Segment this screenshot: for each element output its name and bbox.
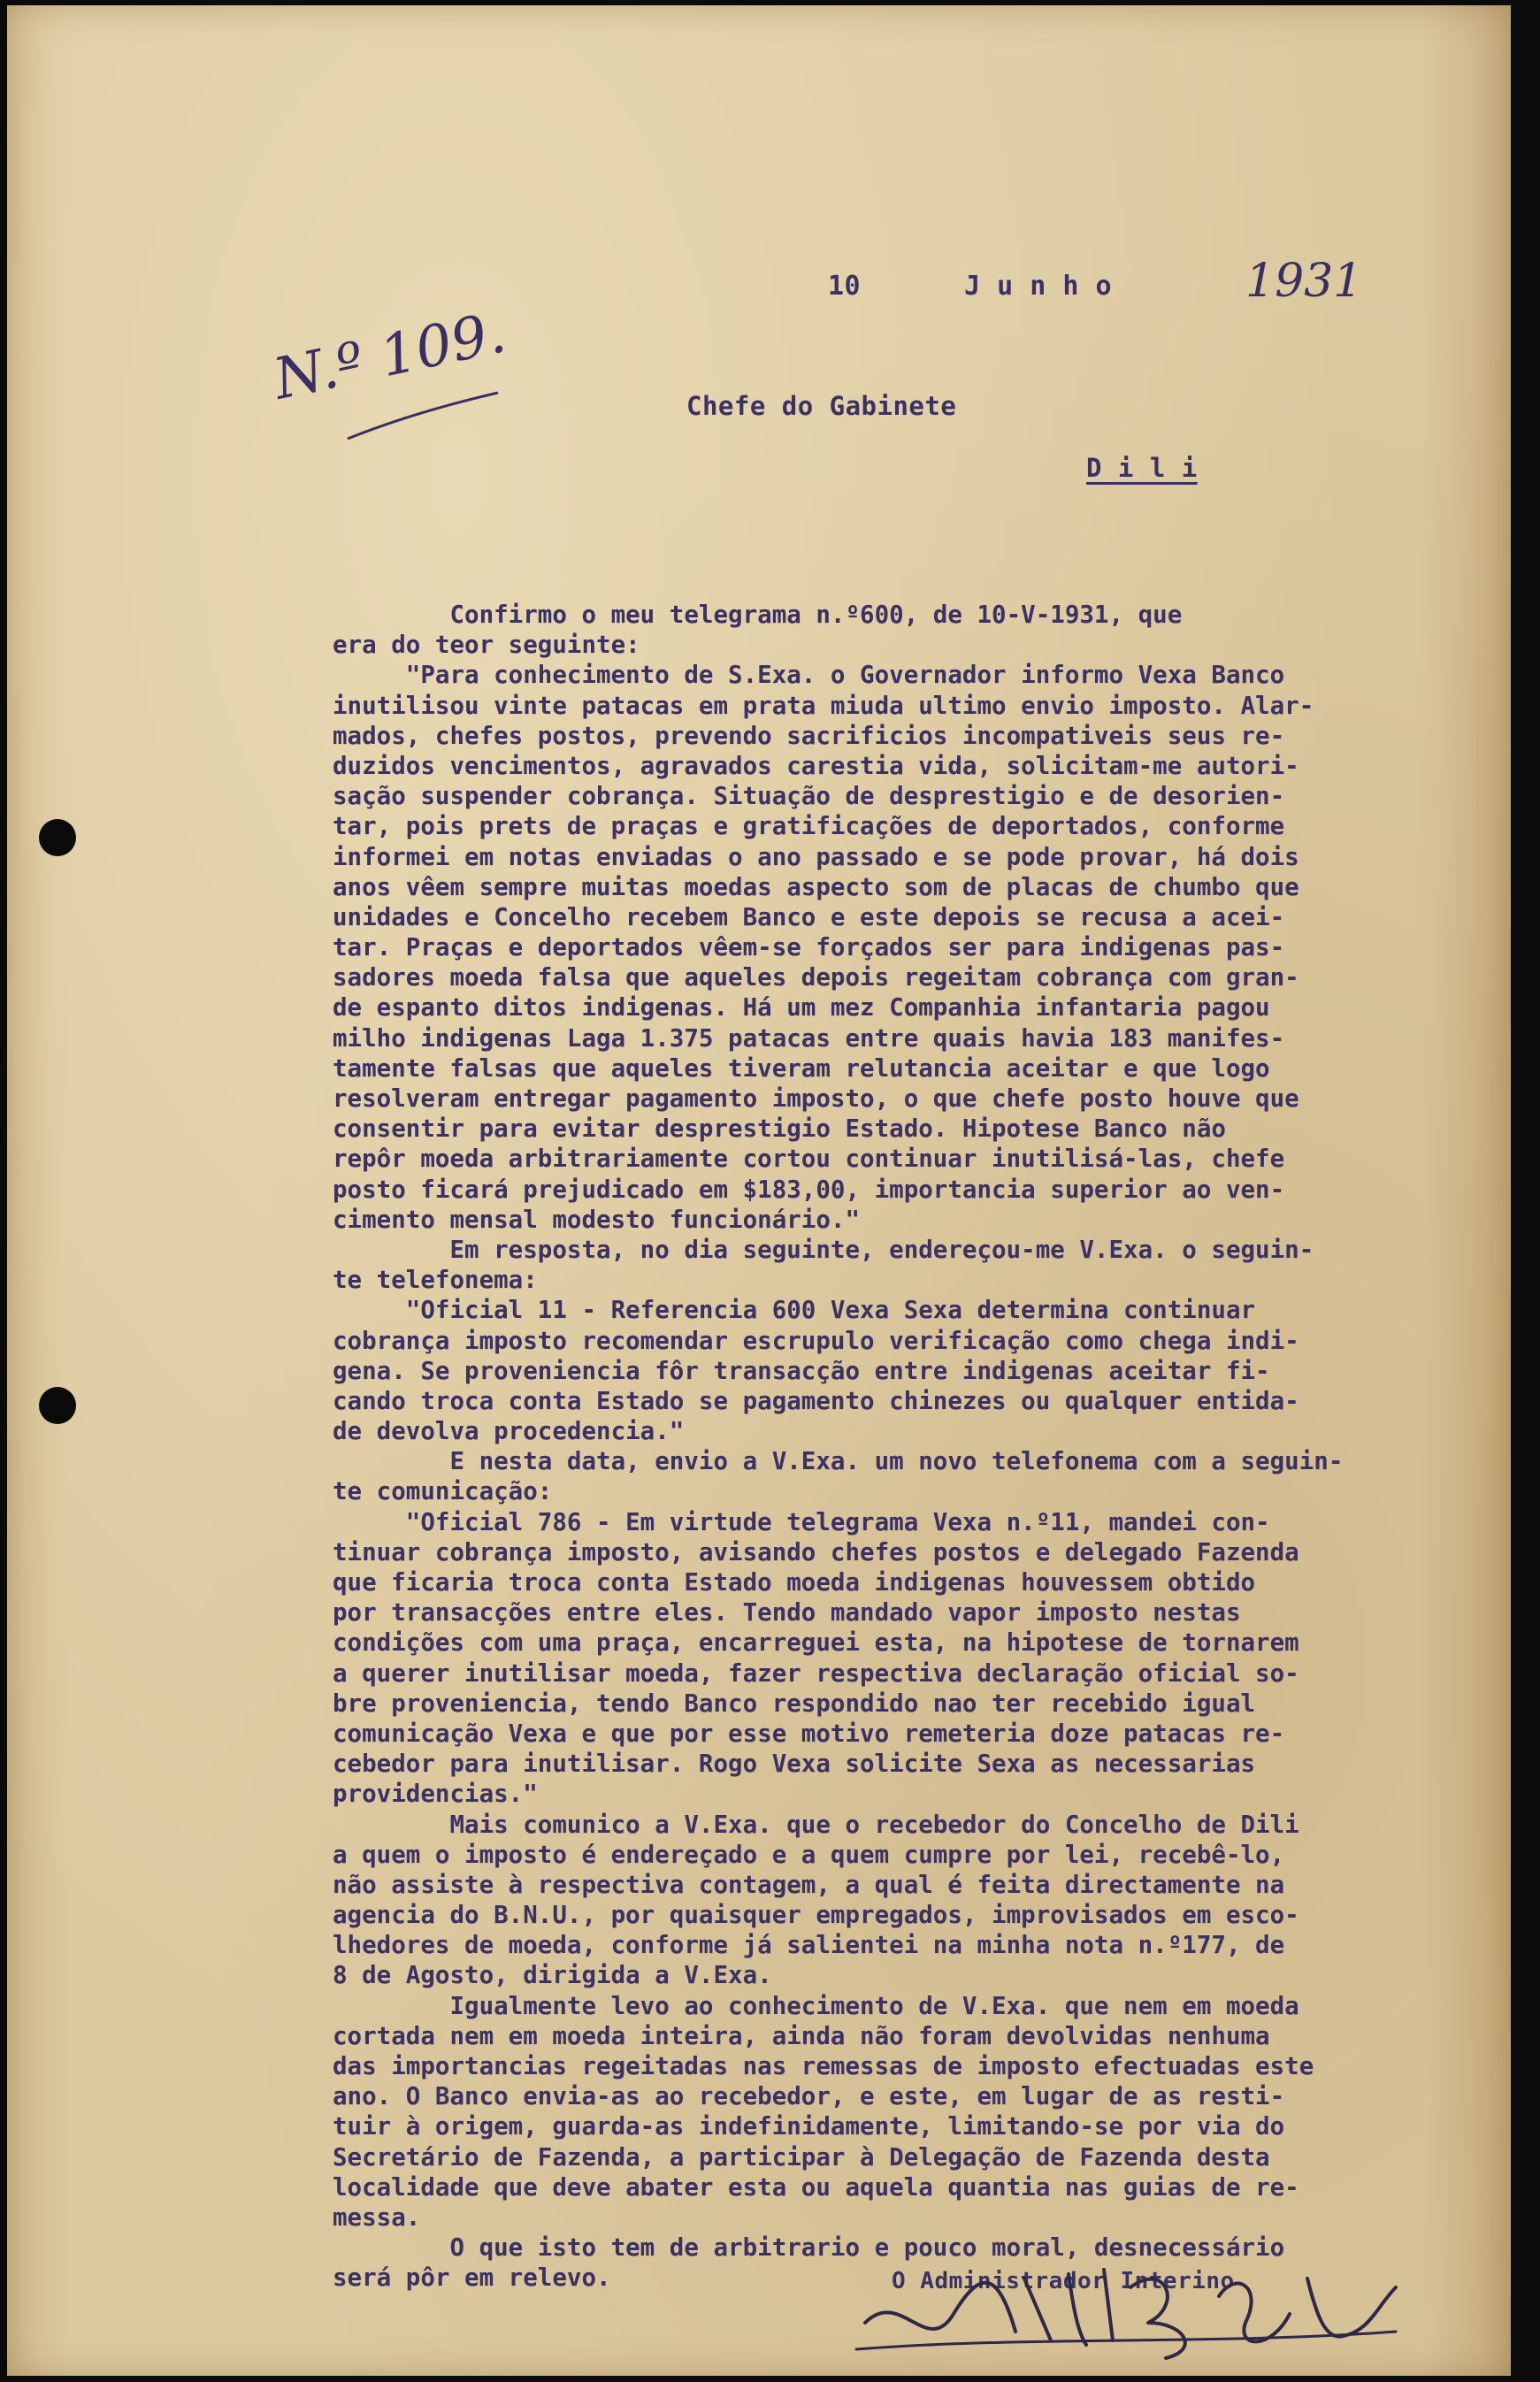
body-line: tar. Praças e deportados vêem-se forçados ser para indigenas pas-	[333, 933, 1285, 962]
body-line: Secretário de Fazenda, a participar à Delegação de Fazenda desta	[333, 2142, 1270, 2171]
body-line: por transacções entre eles. Tendo mandado vapor imposto nestas	[333, 1598, 1241, 1628]
body-line: inutilisou vinte patacas em prata miuda ultimo envio imposto. Alar-	[333, 691, 1314, 720]
body-line: informei em notas enviadas o ano passado e se pode provar, há dois	[333, 842, 1299, 871]
body-line: cebedor para inutilisar. Rogo Vexa solicite Sexa as necessarias	[333, 1750, 1256, 1779]
body-line: cando troca conta Estado se pagamento chinezes ou qualquer entida-	[333, 1386, 1299, 1415]
body-line: milho indigenas Laga 1.375 patacas entre quais havia 183 manifes-	[333, 1023, 1285, 1053]
signature	[847, 2252, 1414, 2367]
body-line: lhedores de moeda, conforme já salientei na minha nota n.º177, de	[333, 1931, 1285, 1960]
body-line: não assiste à respectiva contagem, a qual é feita directamente na	[333, 1870, 1285, 1899]
body-line: 8 de Agosto, dirigida a V.Exa.	[333, 1961, 772, 1990]
body-line: agencia do B.N.U., por quaisquer empregados, improvisados em esco-	[333, 1901, 1299, 1930]
date-year-handwritten: 1931	[1245, 255, 1363, 308]
body-line: tamente falsas que aqueles tiveram relutancia aceitar e que logo	[333, 1053, 1270, 1083]
body-line: anos vêem sempre muitas moedas aspecto som de placas de chumbo que	[333, 872, 1299, 901]
body-line: de devolva procedencia."	[333, 1417, 685, 1446]
body-line: cobrança imposto recomendar escrupulo verificação como chega indi-	[333, 1326, 1299, 1355]
body-line: era do teor seguinte:	[333, 631, 640, 660]
body-line: Confirmo o meu telegrama n.º600, de 10-V-1931, que	[333, 601, 1183, 629]
body-line: E nesta data, envio a V.Exa. um novo telefonema com a seguin-	[333, 1447, 1344, 1476]
body-line: repôr moeda arbitrariamente cortou continuar inutilisá-las, chefe	[333, 1145, 1285, 1174]
signatory-title: O Administrador Interino	[892, 2268, 1235, 2294]
date-day: 10	[828, 271, 862, 302]
body-line: comunicação Vexa e que por esse motivo remeteria doze patacas re-	[333, 1719, 1285, 1748]
body-line: duzidos vencimentos, agravados carestia vida, solicitam-me autori-	[333, 751, 1299, 780]
date-month: J u n h o	[964, 271, 1113, 302]
recipient-place: D i l i	[1086, 453, 1198, 483]
body-line: localidade que deve abater esta ou aquela quantia nas guias de re-	[333, 2172, 1299, 2202]
body-line: a querer inutilisar moeda, fazer respectiva declaração oficial so-	[333, 1658, 1299, 1688]
body-line: será pôr em relevo.	[333, 2263, 611, 2293]
body-line: ano. O Banco envia-as ao recebedor, e este, em lugar de as resti-	[333, 2082, 1285, 2111]
body-line: Mais comunico a V.Exa. que o recebedor do Concelho de Dili	[333, 1810, 1299, 1839]
body-line: consentir para evitar desprestigio Estado. Hipotese Banco não	[333, 1114, 1226, 1144]
body-line: cimento mensal modesto funcionário."	[333, 1205, 861, 1234]
body-line: condições com uma praça, encarreguei esta, na hipotese de tornarem	[333, 1628, 1299, 1658]
body-line: messa.	[333, 2202, 421, 2232]
body-line: resolveram entregar pagamento imposto, o que chefe posto houve que	[333, 1084, 1299, 1113]
body-line: Em resposta, no dia seguinte, endereçou-me V.Exa. o seguin-	[333, 1235, 1314, 1264]
recipient-title: Chefe do Gabinete	[686, 391, 957, 421]
punch-hole-top	[39, 819, 76, 856]
body-line: das importancias regeitadas nas remessas de imposto efectuadas este	[333, 2052, 1314, 2080]
body-line: te comunicação:	[333, 1477, 553, 1506]
body-line: tuir à origem, guarda-as indefinidamente, limitando-se por via do	[333, 2112, 1285, 2141]
body-line: "Para conhecimento de S.Exa. o Governador informo Vexa Banco	[333, 661, 1285, 690]
handwritten-number: N.º 109.	[268, 300, 511, 413]
body-line: cortada nem em moeda inteira, ainda não foram devolvidas nenhuma	[333, 2021, 1270, 2050]
body-line: posto ficará prejudicado em $183,00, importancia superior ao ven-	[333, 1175, 1285, 1204]
body-line: "Oficial 11 - Referencia 600 Vexa Sexa determina continuar	[333, 1296, 1256, 1325]
body-line: tar, pois prets de praças e gratificações de deportados, conforme	[333, 812, 1285, 841]
underline-stroke	[343, 386, 502, 448]
body-line: mados, chefes postos, prevendo sacrificios incompativeis seus re-	[333, 721, 1285, 750]
body-line: te telefonema:	[333, 1266, 538, 1295]
letter-body	[333, 600, 1500, 2294]
body-line: providencias."	[333, 1780, 538, 1809]
punch-hole-bottom	[39, 1387, 76, 1424]
body-line: a quem o imposto é endereçado e a quem cumpre por lei, recebê-lo,	[333, 1840, 1285, 1869]
body-line: O que isto tem de arbitrario e pouco moral, desnecessário	[333, 2233, 1285, 2263]
body-line: de espanto ditos indigenas. Há um mez Companhia infantaria pagou	[333, 993, 1270, 1022]
body-line: sação suspender cobrança. Situação de desprestigio e de desorien-	[333, 782, 1285, 811]
document-page	[7, 5, 1511, 2376]
body-line: "Oficial 786 - Em virtude telegrama Vexa n.º11, mandei con-	[333, 1507, 1270, 1536]
body-line: gena. Se proveniencia fôr transacção entre indigenas aceitar fi-	[333, 1356, 1270, 1385]
body-line: tinuar cobrança imposto, avisando chefes postos e delegado Fazenda	[333, 1537, 1299, 1566]
body-line: Igualmente levo ao conhecimento de V.Exa. que nem em moeda	[333, 1991, 1299, 2020]
body-line: unidades e Concelho recebem Banco e este depois se recusa a acei-	[333, 902, 1285, 931]
body-line: bre proveniencia, tendo Banco respondido nao ter recebido igual	[333, 1689, 1256, 1718]
body-line: sadores moeda falsa que aqueles depois regeitam cobrança com gran-	[333, 963, 1299, 992]
body-line: que ficaria troca conta Estado moeda indigenas houvessem obtido	[333, 1568, 1256, 1597]
